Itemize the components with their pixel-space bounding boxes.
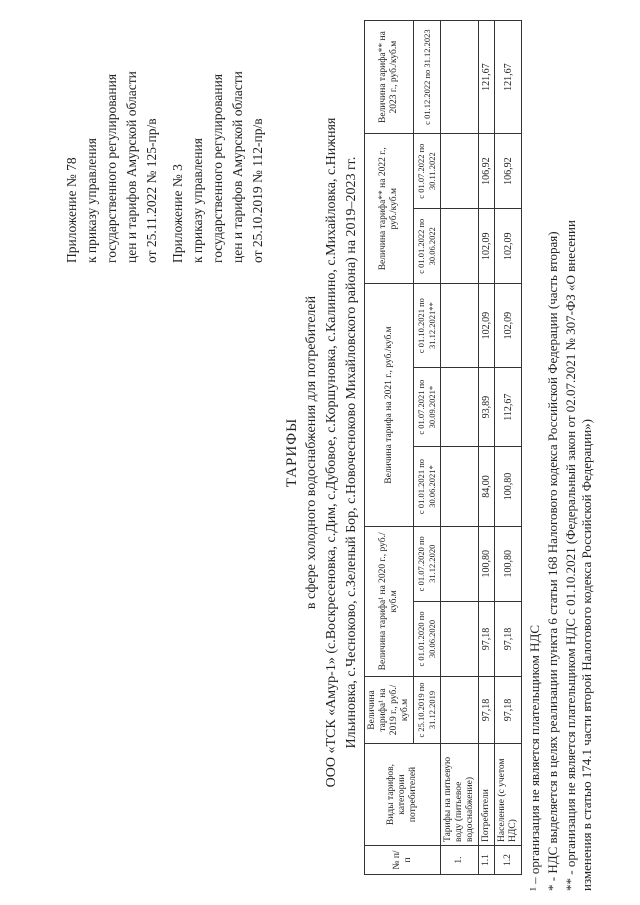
doc-org-line: Ильиновка, с.Чесноково, с.Зеленый Бор, с.Новочесноково Михайловского района) на 2019–2023 гг. [344, 156, 359, 749]
appendix-original-block [168, 71, 268, 263]
header-2020: Величина тарифа¹ на 2020 г., руб./куб.м [365, 526, 414, 676]
footnote-vat-exempt-cont: изменения в статью 174.1 части второй Налогового кодекса Российской Федерации») [579, 419, 594, 891]
row-num: 1.1 [479, 846, 495, 875]
footnote-vat-exempt: ** - организация не является плательщиком НДС с 01.10.2021 (Федеральный закон от 02.07.2021 № 307-ФЗ «О внесении [563, 220, 578, 891]
row-name: Тарифы на питьевую воду (питьевое водоснабжение) [441, 744, 479, 846]
appendix-line: цен и тарифов Амурской области [230, 71, 245, 263]
appendix-line: государственного регулирования [104, 73, 119, 263]
header-2023: Величина тарифа** на 2023 г., руб./куб.м [365, 21, 414, 134]
table-row [441, 21, 479, 875]
value-cell: 112,67 [495, 367, 522, 446]
table-row [495, 21, 522, 875]
period-cell: с 01.07.2022 по 30.11.2022 [414, 134, 441, 209]
row-name: Потребители [479, 744, 495, 846]
value-cell: 97,18 [495, 677, 522, 744]
header-num: № п/п [365, 846, 441, 875]
header-type: Виды тарифов, категории потребителей [365, 744, 441, 846]
value-cell [441, 367, 479, 446]
footnote-vat-none: ¹ – организация не является плательщиком НДС [527, 625, 542, 891]
value-cell: 102,09 [495, 284, 522, 368]
doc-heading: ТАРИФЫ [284, 417, 300, 488]
value-cell [441, 284, 479, 368]
value-cell [441, 601, 479, 676]
value-cell [441, 21, 479, 134]
value-cell: 106,92 [479, 134, 495, 209]
value-cell: 102,09 [479, 209, 495, 284]
table-row [479, 21, 495, 875]
value-cell [441, 134, 479, 209]
value-cell: 100,80 [495, 447, 522, 526]
appendix-line: от 25.11.2022 № 125-пр/в [144, 118, 159, 263]
value-cell [441, 209, 479, 284]
appendix-line: Приложение № 3 [170, 164, 185, 263]
value-cell: 97,18 [479, 601, 495, 676]
value-cell: 106,92 [495, 134, 522, 209]
appendix-line: государственного регулирования [210, 73, 225, 263]
appendix-line: цен и тарифов Амурской области [124, 71, 139, 263]
doc-subtitle: в сфере холодного водоснабжения для потребителей [304, 295, 319, 610]
value-cell: 100,80 [479, 526, 495, 601]
value-cell [441, 447, 479, 526]
row-name: Население (с учетом НДС) [495, 744, 522, 846]
appendix-line: от 25.10.2019 № 112-пр/в [250, 118, 265, 263]
value-cell: 97,18 [479, 677, 495, 744]
doc-org-line: ООО «ТСК «Амур-1» (с.Воскресеновка, с.Дим, с.Дубовое, с.Коршуновка, с.Калинино, с.Михайловка, с.Нижняя [324, 117, 339, 788]
value-cell: 102,09 [495, 209, 522, 284]
value-cell: 121,67 [495, 21, 522, 134]
row-num: 1. [441, 846, 479, 875]
table-header-row [365, 21, 414, 875]
row-num: 1.2 [495, 846, 522, 875]
period-cell: с 01.01.2022 по 30.06.2022 [414, 209, 441, 284]
value-cell: 97,18 [495, 601, 522, 676]
footnote-vat-allocated: * - НДС выделяется в целях реализации пункта 6 статьи 168 Налогового кодекса Российской Федерации (часть вторая) [545, 231, 560, 891]
value-cell: 102,09 [479, 284, 495, 368]
value-cell: 100,80 [495, 526, 522, 601]
period-cell: с 25.10.2019 по 31.12.2019 [414, 677, 441, 744]
appendix-current-block [62, 71, 162, 263]
value-cell: 93,89 [479, 367, 495, 446]
value-cell [441, 677, 479, 744]
period-cell: с 01.07.2020 по 31.12.2020 [414, 526, 441, 601]
header-2021: Величина тарифа на 2021 г., руб./куб.м [365, 284, 414, 526]
header-2022: Величина тарифа** на 2022 г., руб./куб.м [365, 134, 414, 284]
period-cell: с 01.10.2021 по 31.12.2021** [414, 284, 441, 368]
tariff-table [364, 20, 522, 875]
value-cell: 84,00 [479, 447, 495, 526]
appendix-line: к приказу управления [84, 138, 99, 263]
period-cell: с 01.07.2021 по 30.09.2021* [414, 367, 441, 446]
value-cell [441, 526, 479, 601]
appendix-line: к приказу управления [190, 138, 205, 263]
period-cell: с 01.01.2021 по 30.06.2021* [414, 447, 441, 526]
period-cell: с 01.01.2020 по 30.06.2020 [414, 601, 441, 676]
appendix-line: Приложение № 78 [64, 157, 79, 263]
value-cell: 121,67 [479, 21, 495, 134]
header-2019: Величина тарифа¹ на 2019 г., руб./куб.м [365, 677, 414, 744]
period-cell: с 01.12.2022 по 31.12.2023 [414, 21, 441, 134]
